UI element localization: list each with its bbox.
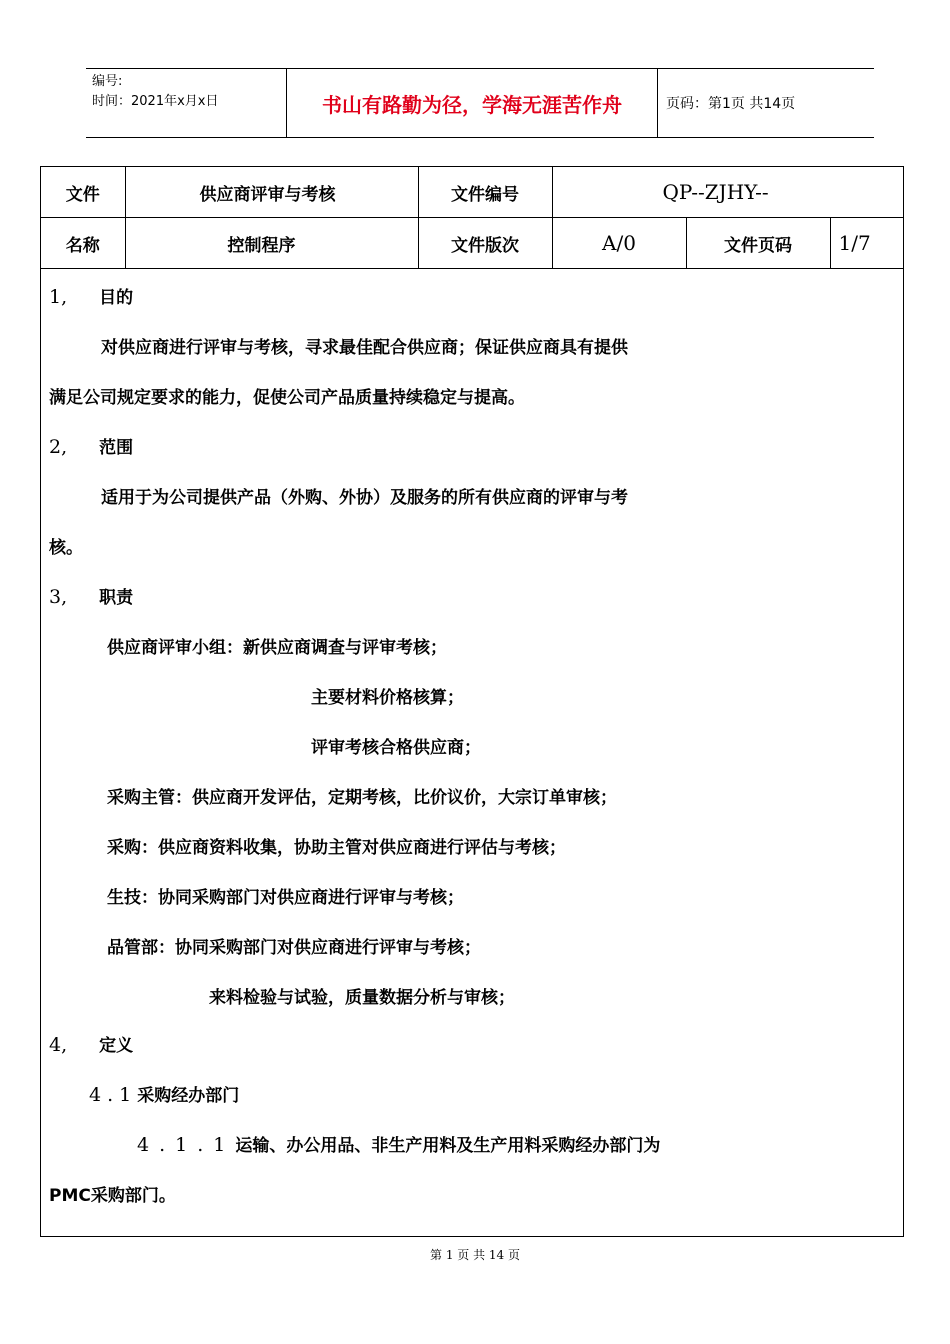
section-2-heading: 2, 范围: [49, 436, 134, 458]
section-4-heading: 4, 定义: [49, 1034, 134, 1056]
file-name-line-1: 供应商评审与考核: [125, 167, 418, 218]
file-no-label: 文件编号: [418, 167, 552, 218]
document-time: 时间：2021年x月x日: [92, 94, 219, 109]
document-meta-table: [41, 167, 903, 269]
section-4-1-1-line-2: PMC采购部门。: [49, 1186, 176, 1206]
duty-line-7: 品管部：协同采购部门对供应商进行评审与考核；: [107, 938, 481, 958]
duty-line-5: 采购：供应商资料收集，协助主管对供应商进行评估与考核；: [107, 838, 566, 858]
file-no-value: QP--ZJHY--: [552, 167, 903, 218]
file-name-line-2: 控制程序: [125, 218, 418, 269]
page-header: [86, 68, 874, 138]
document-box: [40, 166, 904, 1237]
duty-line-3: 评审考核合格供应商；: [311, 738, 481, 758]
section-2-para-line-1: 适用于为公司提供产品（外购、外协）及服务的所有供应商的评审与考: [101, 488, 628, 508]
page-label: 文件页码: [686, 218, 830, 269]
header-left: [86, 69, 286, 137]
duty-line-1: 供应商评审小组：新供应商调查与评审考核；: [107, 638, 447, 658]
duty-line-8: 来料检验与试验，质量数据分析与审核；: [209, 988, 515, 1008]
duty-line-2: 主要材料价格核算；: [311, 688, 464, 708]
page-footer: 第 1 页 共 14 页: [430, 1248, 520, 1262]
version-label: 文件版次: [418, 218, 552, 269]
section-1-para-line-2: 满足公司规定要求的能力，促使公司产品质量持续稳定与提高。: [49, 388, 525, 408]
header-motto: 书山有路勤为径，学海无涯苦作舟: [322, 92, 622, 117]
section-3-heading: 3, 职责: [49, 586, 134, 608]
document-number-label: 编号:: [92, 74, 123, 89]
duty-line-6: 生技：协同采购部门对供应商进行评审与考核；: [107, 888, 464, 908]
file-name-label: 文件: [41, 167, 125, 218]
header-motto-cell: [286, 69, 658, 137]
version-value: A/0: [552, 218, 686, 269]
section-1-para-line-1: 对供应商进行评审与考核，寻求最佳配合供应商；保证供应商具有提供: [101, 338, 628, 358]
duty-line-4: 采购主管：供应商开发评估，定期考核，比价议价，大宗订单审核；: [107, 788, 617, 808]
page-value: 1/7: [830, 218, 903, 269]
section-4-1-heading: 4.1采购经办部门: [89, 1084, 240, 1106]
section-1-heading: 1, 目的: [49, 286, 134, 308]
file-name-label-2: 名称: [41, 218, 125, 269]
header-page-info: 页码：第1页 共14页: [666, 96, 796, 112]
section-4-1-1-line-1: 4.1.1运输、办公用品、非生产用料及生产用料采购经办部门为: [137, 1134, 661, 1156]
section-2-para-line-2: 核。: [49, 538, 83, 558]
